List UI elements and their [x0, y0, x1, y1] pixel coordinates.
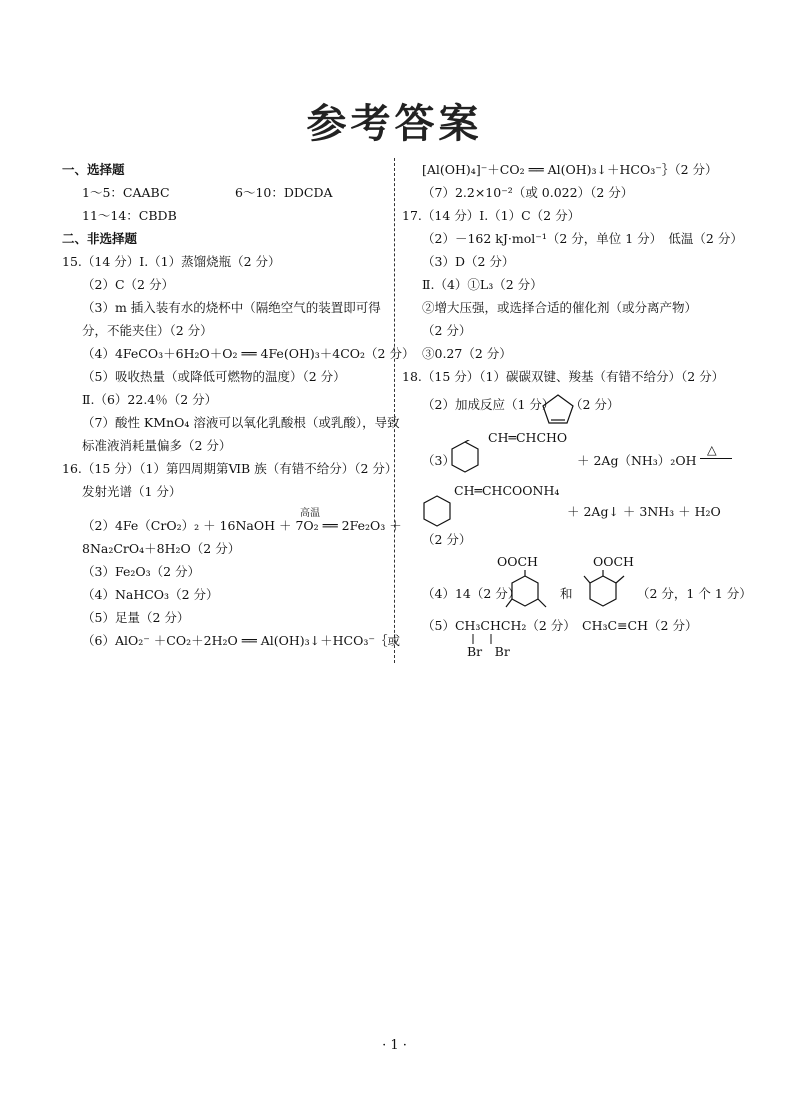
answer-line: 17.（14 分）Ⅰ.（1）C（2 分）	[402, 208, 581, 223]
answer-line: （2 分）	[570, 397, 620, 412]
bromine-bonds	[468, 634, 498, 646]
answer-line: （7）酸性 KMnO₄ 溶液可以氧化乳酸根（或乳酸），导致	[82, 415, 400, 430]
reaction-arrow	[700, 450, 732, 466]
page-number: · 1 ·	[382, 1038, 407, 1053]
structure-label: OOCH	[593, 554, 634, 569]
section-heading: 二、非选择题	[62, 231, 138, 246]
answer-line: （5）CH₃CHCH₂（2 分） CH₃C≡CH（2 分）	[422, 618, 698, 633]
answer-line: （7）2.2×10⁻²（或 0.022）（2 分）	[422, 185, 634, 200]
answer-line: （4）14（2 分）	[422, 586, 521, 601]
answer-line: （2）加成反应（1 分）	[422, 397, 555, 412]
answer-line: 分，不能夹住）（2 分）	[82, 323, 213, 338]
answer-line: （5）吸收热量（或降低可燃物的温度）（2 分）	[82, 369, 346, 384]
answer-line: （3）m 插入装有水的烧杯中（隔绝空气的装置即可得	[82, 300, 381, 315]
answer-line: （2）C（2 分）	[82, 277, 174, 292]
answer-line: 11～14：CBDB	[82, 208, 177, 223]
structure-label: OOCH	[497, 554, 538, 569]
answer-line: （2）－162 kJ·mol⁻¹（2 分，单位 1 分） 低温（2 分）	[422, 231, 743, 246]
answer-line: （5）足量（2 分）	[82, 610, 190, 625]
answer-line: 标准液消耗量偏多（2 分）	[82, 438, 232, 453]
cyclopentene-structure	[540, 392, 576, 426]
answer-line: 8Na₂CrO₄＋8H₂O（2 分）	[82, 541, 241, 556]
answer-line: Ⅱ.（4）①L₃（2 分）	[422, 277, 543, 292]
answer-line: （4）4FeCO₃＋6H₂O＋O₂ ══ 4Fe(OH)₃＋4CO₂（2 分）	[82, 346, 415, 361]
structure-label: CH═CHCOONH₄	[454, 483, 560, 498]
answer-line: 16.（15 分）（1）第四周期第ⅥB 族（有错不给分）（2 分）	[62, 461, 398, 476]
answer-line: ＋ 2Ag↓ ＋ 3NH₃ ＋ H₂O	[567, 504, 721, 519]
answer-line: （3）	[422, 453, 455, 468]
heat-condition: △	[707, 442, 717, 457]
answer-line: 1～5：CAABC	[82, 185, 170, 200]
structure-label: CH═CHCHO	[488, 430, 568, 445]
answer-line: （3）Fe₂O₃（2 分）	[82, 564, 201, 579]
condition-label: 高温	[300, 508, 320, 519]
answer-line: （4）NaHCO₃（2 分）	[82, 587, 219, 602]
answer-line: ②增大压强，或选择合适的催化剂（或分离产物）	[422, 300, 698, 315]
answer-line: （2 分）	[422, 532, 472, 547]
answer-line: 18.（15 分）（1）碳碳双键、羧基（有错不给分）（2 分）	[402, 369, 725, 384]
benzene-ring-structure	[450, 440, 480, 474]
answer-line: 和	[560, 586, 573, 601]
answer-line: 发射光谱（1 分）	[82, 484, 182, 499]
answer-line: （3）D（2 分）	[422, 254, 515, 269]
section-heading: 一、选择题	[62, 162, 125, 177]
column-divider	[394, 158, 395, 663]
answer-line: （6）AlO₂⁻ ＋CO₂＋2H₂O ══ Al(OH)₃↓＋HCO₃⁻｛或	[82, 633, 400, 648]
answer-line: 6～10：DDCDA	[235, 185, 333, 200]
answer-line: （2）4Fe（CrO₂）₂ ＋ 16NaOH ＋ 7O₂ ══ 2Fe₂O₃ ＋	[82, 518, 402, 533]
benzene-ring-structure	[422, 494, 452, 528]
ester-isomer-structure	[505, 570, 551, 616]
answer-line: 15.（14 分）Ⅰ.（1）蒸馏烧瓶（2 分）	[62, 254, 281, 269]
page-title: 参考答案	[306, 101, 483, 147]
answer-line: [Al(OH)₄]⁻＋CO₂ ══ Al(OH)₃↓＋HCO₃⁻｝（2 分）	[422, 162, 718, 177]
answer-line: Ⅱ.（6）22.4％（2 分）	[82, 392, 218, 407]
ester-isomer-structure	[583, 570, 629, 616]
answer-line: ＋ 2Ag（NH₃）₂OH	[577, 453, 697, 468]
answer-line: （2 分）	[422, 323, 472, 338]
answer-line: （2 分，1 个 1 分）	[637, 586, 752, 601]
answer-line: ③0.27（2 分）	[422, 346, 512, 361]
structure-label: Br Br	[467, 644, 510, 659]
